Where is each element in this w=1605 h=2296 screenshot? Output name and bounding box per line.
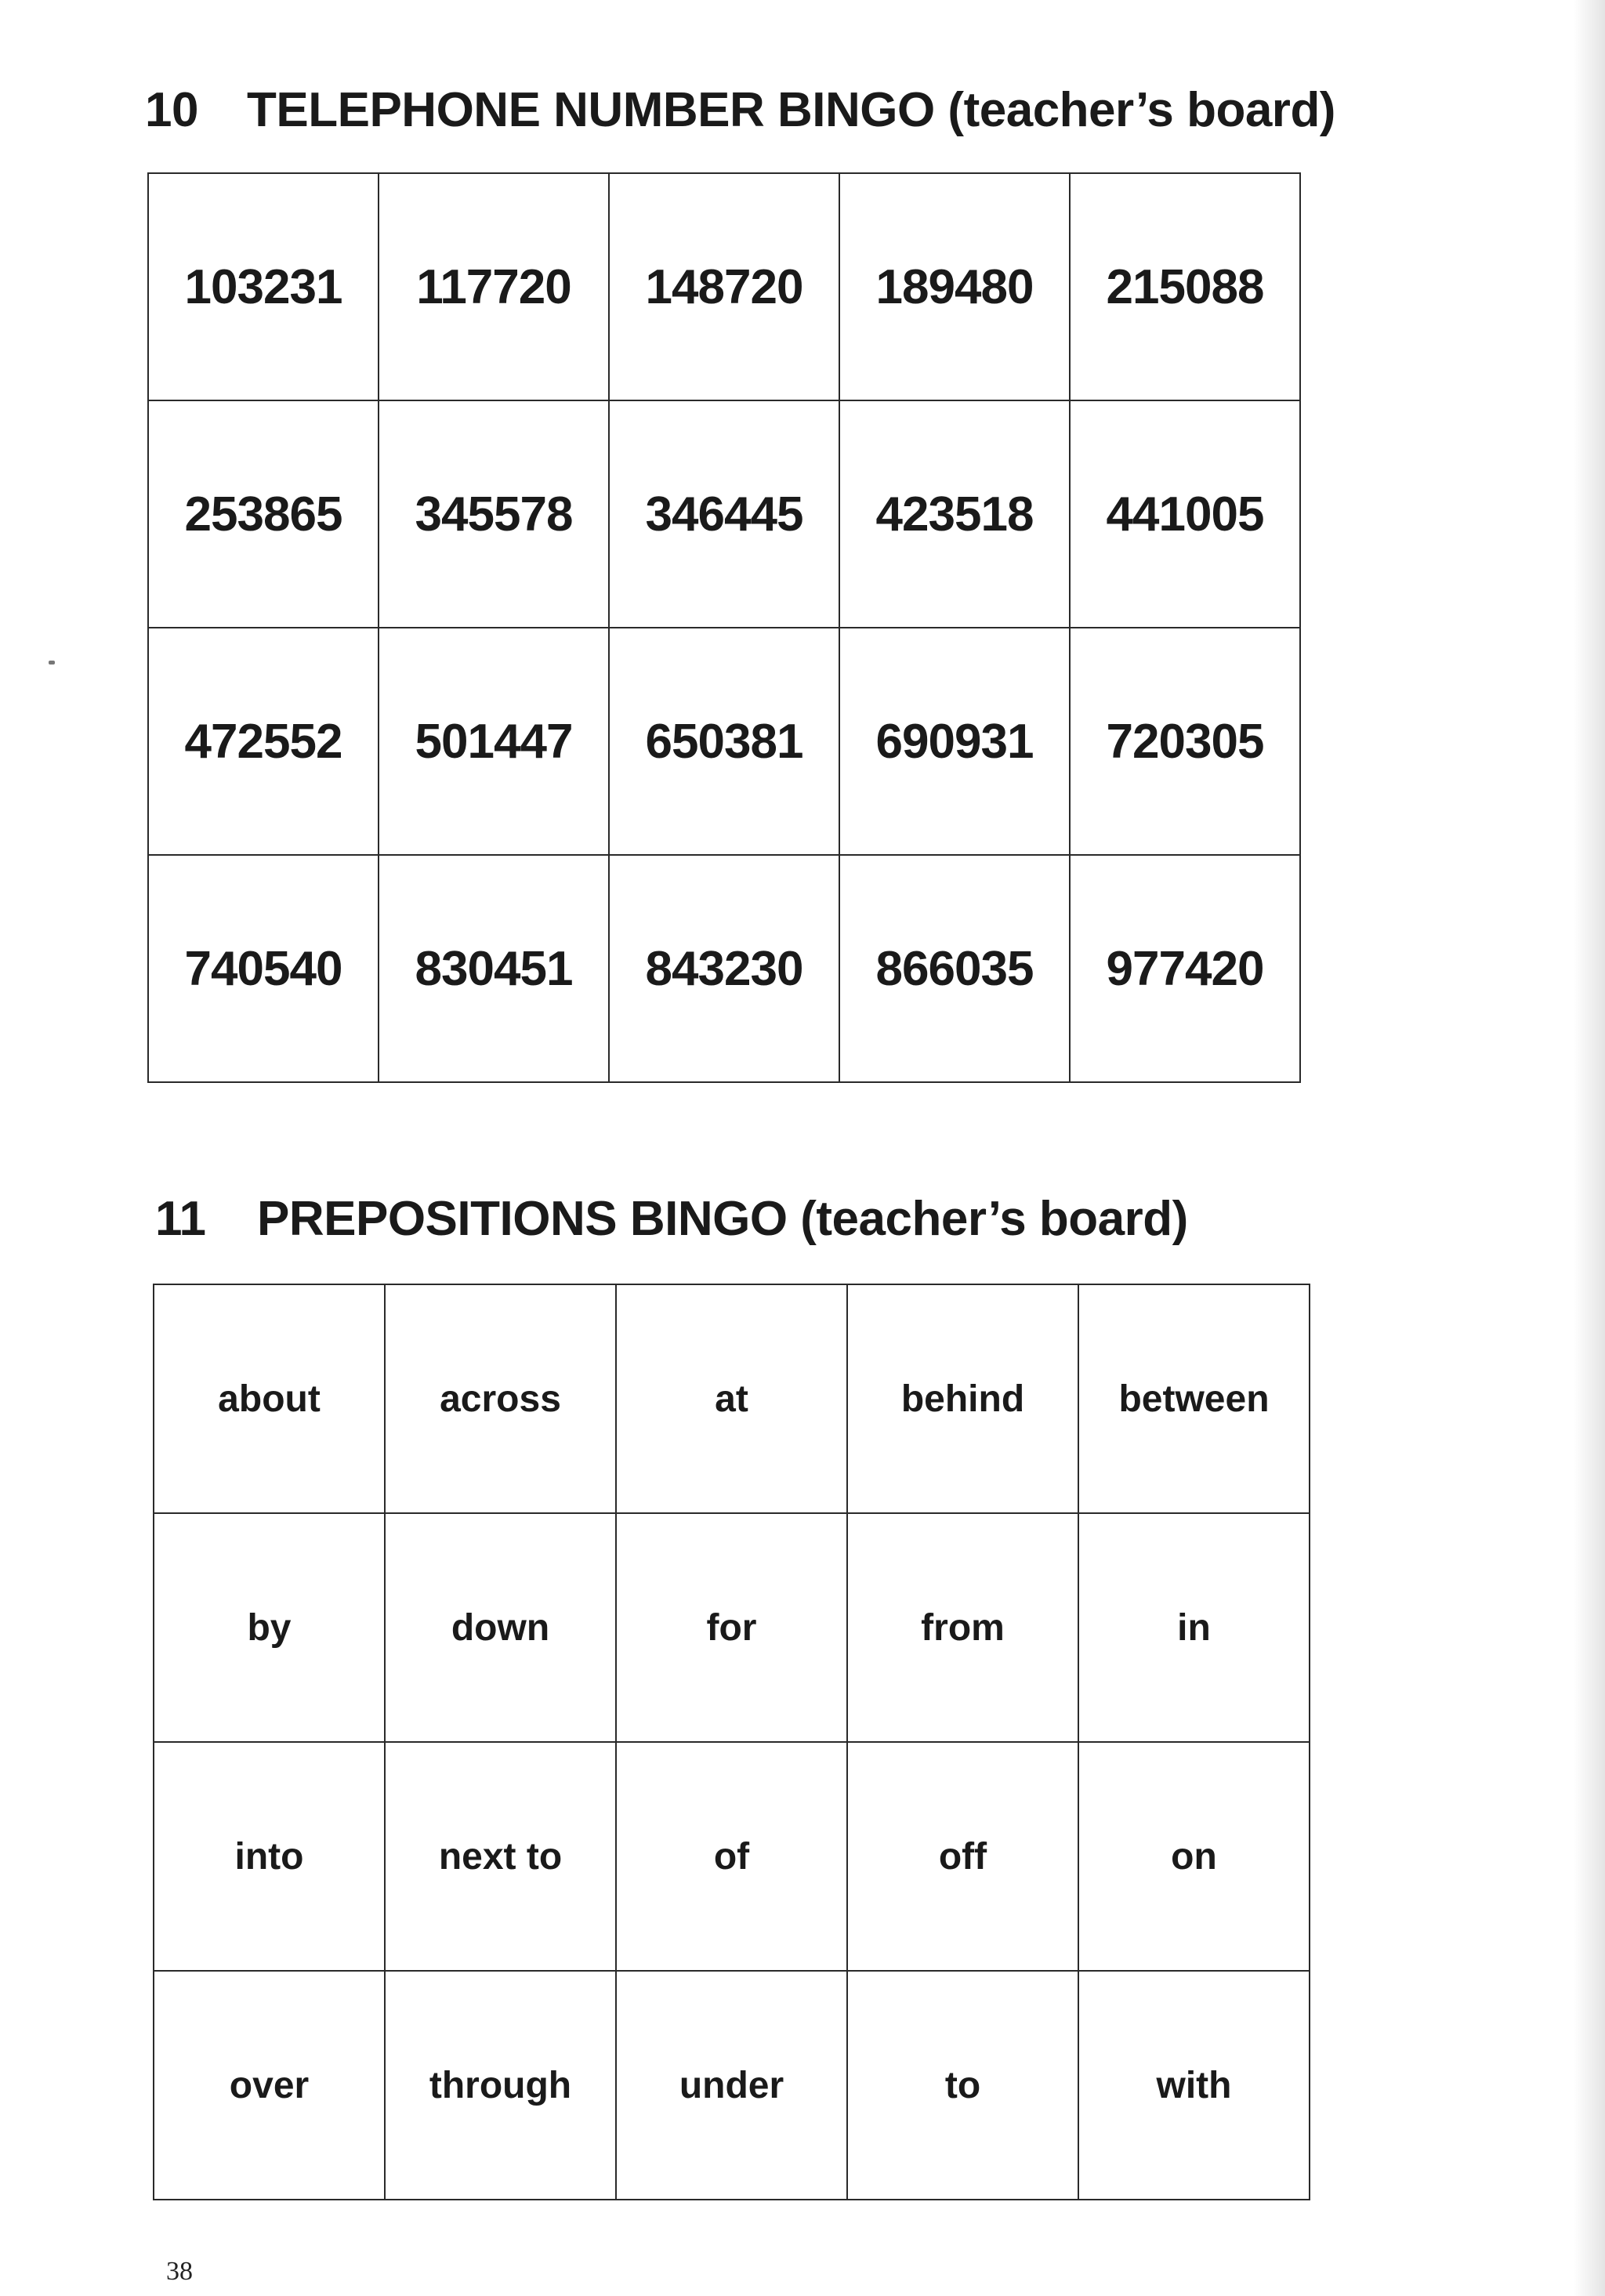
scan-speck (49, 661, 55, 665)
board-cell: 346445 (609, 400, 839, 628)
board-cell: 103231 (148, 173, 379, 400)
board-cell: 690931 (839, 628, 1070, 855)
board-cell: through (385, 1971, 616, 2200)
board-cell: by (154, 1513, 385, 1742)
board-cell: 345578 (379, 400, 609, 628)
board-cell: with (1078, 1971, 1310, 2200)
board-cell: at (616, 1284, 847, 1513)
section-heading-telephone-bingo (145, 82, 1335, 138)
board-cell: over (154, 1971, 385, 2200)
board-cell: from (847, 1513, 1078, 1742)
board-cell: across (385, 1284, 616, 1513)
board-cell: 977420 (1070, 855, 1300, 1082)
board-row (154, 1513, 1310, 1742)
board-cell: 720305 (1070, 628, 1300, 855)
board-cell: into (154, 1742, 385, 1971)
board-cell: 650381 (609, 628, 839, 855)
prepositions-bingo-board (153, 1284, 1310, 2200)
board-cell: 740540 (148, 855, 379, 1082)
board-cell: 441005 (1070, 400, 1300, 628)
board-cell: to (847, 1971, 1078, 2200)
board-cell: 117720 (379, 173, 609, 400)
board-cell: on (1078, 1742, 1310, 1971)
board-cell: for (616, 1513, 847, 1742)
board-cell: under (616, 1971, 847, 2200)
board-cell: 472552 (148, 628, 379, 855)
page-number: 38 (166, 2257, 193, 2286)
section-number: 11 (155, 1192, 206, 1246)
board-cell: 843230 (609, 855, 839, 1082)
board-row (148, 855, 1300, 1082)
board-row (148, 173, 1300, 400)
page-edge-shadow (1574, 0, 1605, 2296)
board-cell: 423518 (839, 400, 1070, 628)
board-cell: about (154, 1284, 385, 1513)
board-row (148, 628, 1300, 855)
board-cell: off (847, 1742, 1078, 1971)
section-number: 10 (145, 83, 198, 137)
board-cell: next to (385, 1742, 616, 1971)
board-row (154, 1742, 1310, 1971)
board-cell: 148720 (609, 173, 839, 400)
board-cell: 501447 (379, 628, 609, 855)
board-cell: 253865 (148, 400, 379, 628)
board-cell: in (1078, 1513, 1310, 1742)
board-row (154, 1284, 1310, 1513)
board-cell: behind (847, 1284, 1078, 1513)
section-title: TELEPHONE NUMBER BINGO (teacher’s board) (247, 83, 1335, 137)
section-heading-prepositions-bingo (155, 1191, 1188, 1247)
board-cell: down (385, 1513, 616, 1742)
board-row (154, 1971, 1310, 2200)
board-cell: 189480 (839, 173, 1070, 400)
board-cell: 215088 (1070, 173, 1300, 400)
board-cell: of (616, 1742, 847, 1971)
board-cell: 866035 (839, 855, 1070, 1082)
board-row (148, 400, 1300, 628)
telephone-bingo-board (147, 172, 1301, 1083)
section-title: PREPOSITIONS BINGO (teacher’s board) (257, 1192, 1188, 1246)
board-cell: 830451 (379, 855, 609, 1082)
board-cell: between (1078, 1284, 1310, 1513)
